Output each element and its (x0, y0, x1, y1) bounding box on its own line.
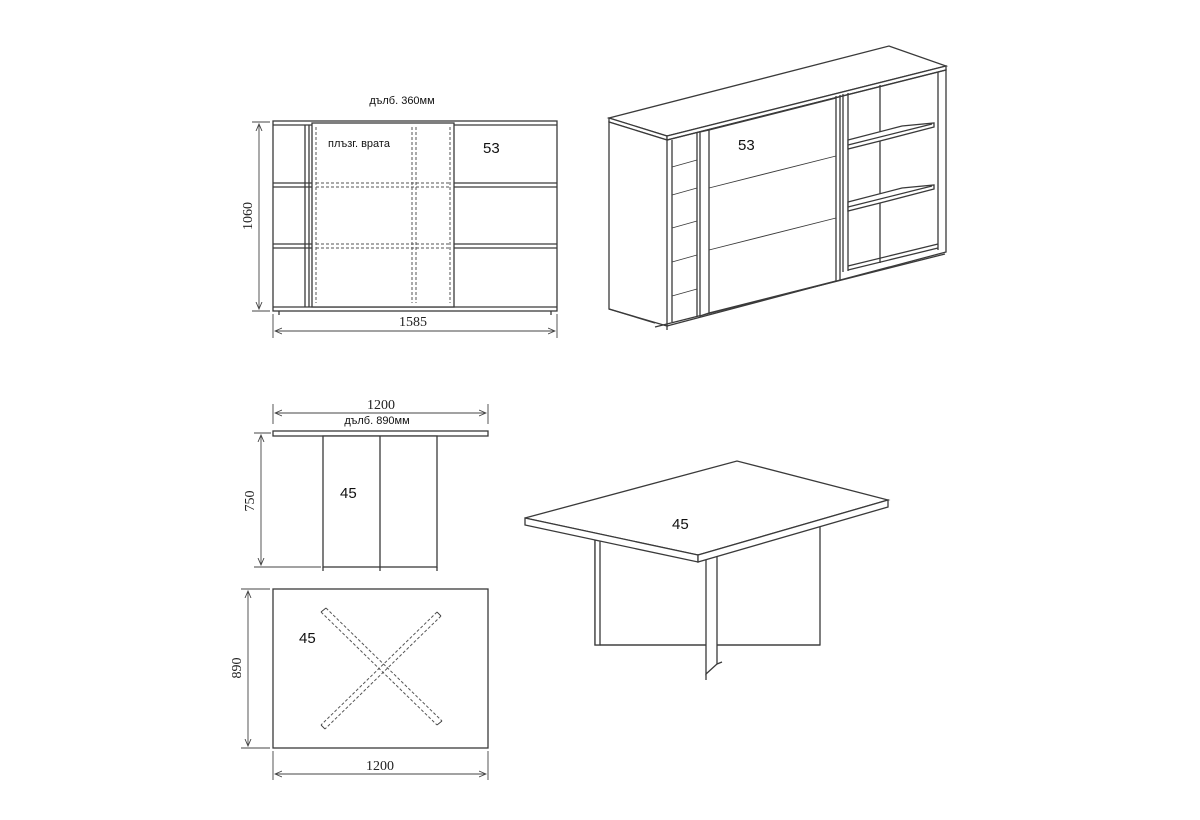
table-isometric-view (525, 461, 888, 680)
cabinet-isometric-view (609, 46, 946, 330)
cabinet-front-view (241, 95, 557, 338)
table-width-dim-top: 1200 (367, 398, 395, 413)
cabinet-width-dim: 1585 (399, 315, 427, 330)
table-height-dim: 750 (243, 490, 258, 512)
table-plan-view (230, 589, 488, 780)
cabinet-code-iso: 53 (738, 137, 755, 154)
cabinet-height-dim: 1060 (241, 202, 256, 230)
table-top-front (273, 431, 488, 436)
table-code-iso: 45 (672, 516, 689, 533)
table-depth-label: дълб. 890мм (344, 415, 410, 427)
table-top-plan (273, 589, 488, 748)
table-code-plan: 45 (299, 630, 316, 647)
table-plan-depth-dim: 890 (230, 657, 245, 679)
cabinet-depth-label: дълб. 360мм (369, 95, 435, 107)
table-plan-width-dim: 1200 (366, 759, 394, 774)
sliding-door-label: плъзг. врата (328, 138, 390, 150)
sliding-door (312, 123, 454, 307)
table-front-view (243, 398, 488, 571)
table-code-front: 45 (340, 485, 357, 502)
cabinet-code-front: 53 (483, 140, 500, 157)
